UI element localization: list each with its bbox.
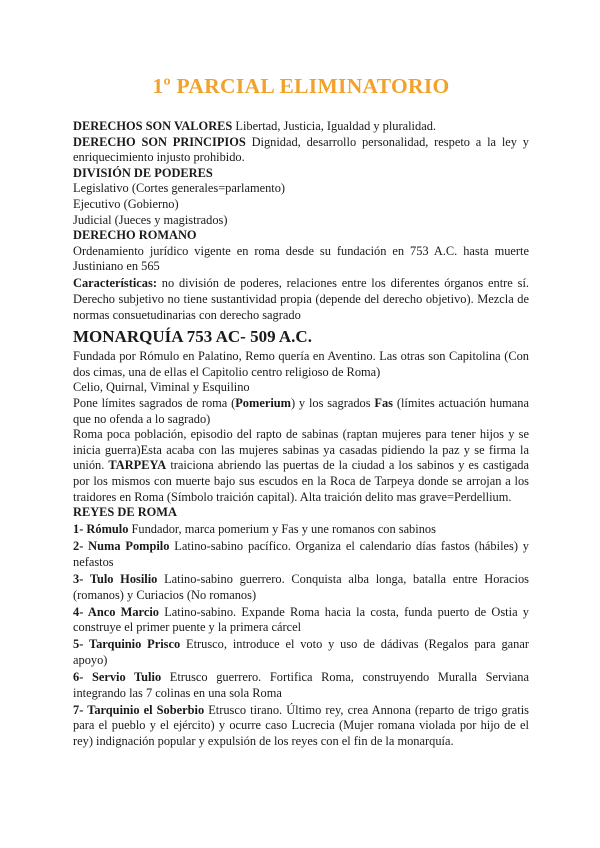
rey-text: Etrusco tirano. Último rey, crea Annona (reparto de trigo gratis para el pueblo y el ejército) y ocurre caso Lucrecia (Mujer romana violada por hijo de el rey) indignación popular y expulsión de los reyes con el fin de la monarquía. [73,702,529,748]
rey-num: 5- [73,637,89,652]
rey-text: Etrusco, introduce el voto y uso de dádivas (Regalos para ganar apoyo) [73,637,530,667]
reyes-heading-text: REYES DE ROMA [73,505,177,520]
rey-text: Fundador, marca pomerium y Fas y une romanos con sabinos [128,522,436,537]
rey-item [73,605,529,636]
pomerium-term: Pomerium [235,396,291,410]
monarquia-p3 [73,396,529,427]
division-item: Judicial (Jueces y magistrados) [73,212,228,227]
p3-a: Pone límites sagrados de roma ( [73,396,236,410]
rey-name: Rómulo [86,522,129,537]
monarquia-p4 [73,427,529,505]
caracteristicas-label: Características: [73,276,157,291]
monarquia-p1: Fundada por Rómulo en Palatino, Remo quería en Aventino. Las otras son Capitolina (Con dos cimas, una de ellas el Capitolio centro religioso de Roma) [73,349,529,379]
p3-e: (límites actuación humana que no ofenda a lo sagrado) [73,396,530,426]
document-page [73,66,529,750]
caracteristicas [73,276,529,323]
division-item: Ejecutivo (Gobierno) [73,196,179,211]
valores-text: Libertad, Justicia, Igualdad y pluralidad. [232,119,436,133]
rey-item [73,572,529,603]
rey-item [73,522,529,538]
rey-item [73,670,529,701]
rey-item [73,637,529,668]
rey-num: 1- [73,522,87,537]
reyes-heading [73,505,529,521]
p4-a: Roma poca población, episodio del rapto de sabinas (raptan mujeres para tener hijos y se inicia guerra)Esta acaba con las mujeres sabinas ya casadas pidiendo la paz y se firma la unión. [73,427,529,473]
rey-num: 3- [73,572,90,587]
p4-c: traiciona abriendo las puertas de la ciudad a los sabinos y es castigada por los mismos con muerte bajo sus escudos en la Roca de Tarpeya donde se arrojan a los traidores en Roma (Símbolo traición capital). Alta traición delito mas grave=Perdellium. [73,458,529,504]
derecho-romano-text: Ordenamiento jurídico vigente en roma desde su fundación en 753 A.C. hasta muerte Justiniano en 565 [73,243,529,274]
monarquia-heading: MONARQUÍA 753 AC- 509 A.C. [73,327,312,347]
tarpeya-term: TARPEYA [108,458,167,473]
p3-c: ) y los sagrados [290,396,375,410]
rey-name: Tarquinio el Soberbio [87,702,205,717]
rey-name: Tulo Hosilio [89,572,158,587]
rey-name: Servio Tulio [91,670,162,685]
division-item: Legislativo (Cortes generales=parlamento) [73,181,286,196]
rey-item [73,539,529,570]
rey-num: 6- [73,670,92,685]
page-title: 1º PARCIAL ELIMINATORIO [152,74,450,98]
rey-item [73,703,529,750]
valores-label: DERECHOS SON VALORES [73,119,233,133]
derecho-romano-heading [73,228,529,244]
principios-label: DERECHO SON PRINCIPIOS [73,134,246,149]
rey-num: 7- [73,702,88,717]
division-heading [73,166,529,182]
rey-text: Latino-sabino. Expande Roma hacia la costa, funda puerto de Ostia y construye el primer puente y la primera cárcel [73,604,529,635]
rey-num: 2- [73,539,89,554]
principios-text: Dignidad, desarrollo personalidad, respeto a la ley y enriquecimiento injusto prohibido. [73,134,529,165]
caracteristicas-text: no división de poderes, relaciones entre los diferentes órganos entre sí. Derecho subjetivo no tiene sustantividad propia (depende del derecho objetivo). Mezcla de normas consuetudinarias con derecho sagrado [73,276,529,322]
fas-term: Fas [374,396,393,410]
derecho-romano-heading-text: DERECHO ROMANO [73,228,197,243]
rey-name: Numa Pompilo [88,539,170,554]
rey-text: Etrusco guerrero. Fortifica Roma, construyendo Muralla Serviana integrando las 7 colinas en una sola Roma [73,670,530,700]
rey-num: 4- [73,604,88,619]
derechos-principios [73,135,529,166]
division-heading-text: DIVISIÓN DE PODERES [73,165,213,180]
rey-name: Anco Marcio [87,604,159,619]
rey-text: Latino-sabino pacífico. Organiza el calendario días fastos (hábiles) y nefastos [73,539,530,569]
rey-name: Tarquinio Prisco [88,637,181,652]
rey-text: Latino-sabino guerrero. Conquista alba longa, batalla entre Horacios (romanos) y Curiacios (No romanos) [73,572,529,602]
derechos-valores [73,119,529,135]
monarquia-p2: Celio, Quirnal, Viminal y Esquilino [73,380,250,395]
